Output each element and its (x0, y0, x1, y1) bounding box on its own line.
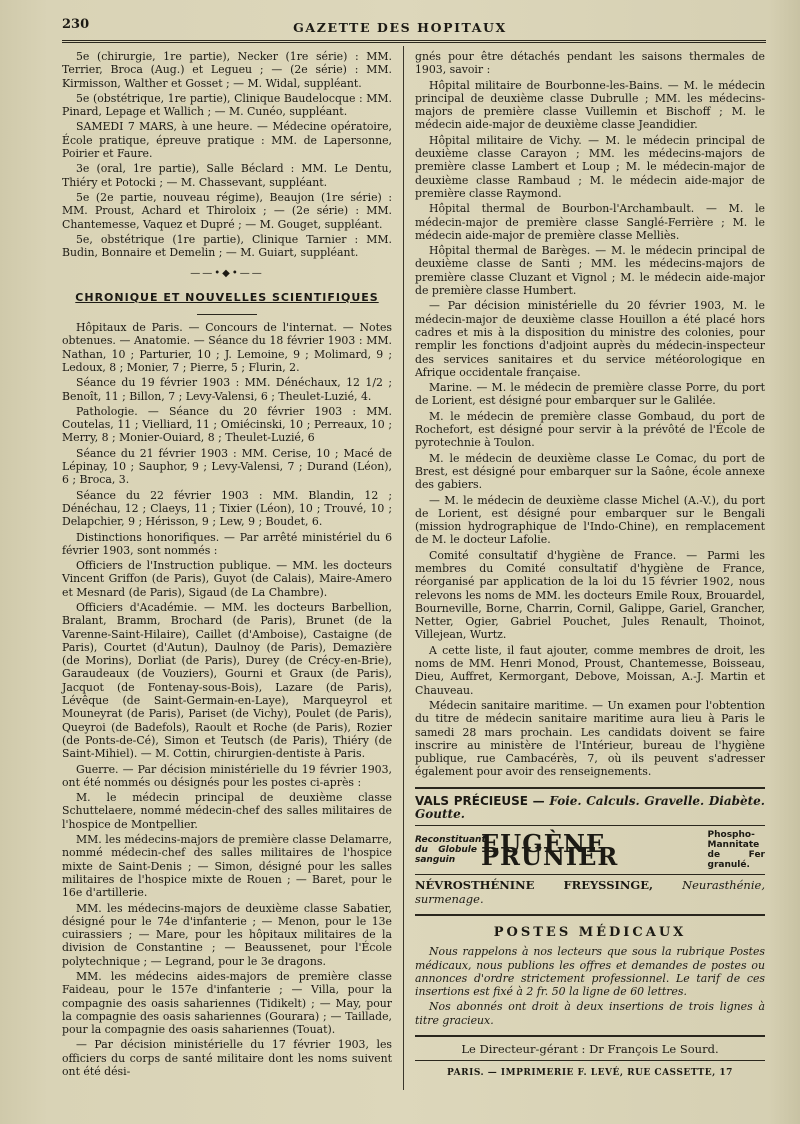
sanitaire-paragraph: Médecin sanitaire maritime. — Un examen pour l'obtention du titre de médecin sanitaire maritime aura lieu à Paris le samedi 28 mars prochain. Les candidats doivent se faire inscrire au ministère de l'Intérieur, bureau de l'hygiène publique, rue Cambacérès, 7, où ils peuvent s'adresser également pour avoir des renseignements. (415, 698, 765, 779)
exam-entry: 3e (oral, 1re partie), Salle Béclard : MM. Le Dentu, Thiéry et Potocki ; — M. Chassevant, suppléant. (62, 162, 392, 189)
title-rule (197, 314, 257, 315)
marine-paragraph: Marine. — M. le médecin de première classe Porre, du port de Lorient, est désigné pour embarquer sur le Galilée. (415, 381, 765, 408)
ad-divider (415, 825, 765, 826)
ad-rule (415, 914, 765, 916)
hopitaux-paragraph: Pathologie. — Séance du 20 février 1903 : MM. Coutelas, 11 ; Vielliard, 11 ; Omiécinski, 10 ; Perreaux, 10 ; Merry, 8 ; Monier-Ouiard, 8 ; Theulet-Luzié, 6 (62, 404, 392, 445)
hopitaux-paragraph: Séance du 21 février 1903 : MM. Cerise, 10 ; Macé de Lépinay, 10 ; Sauphor, 9 ; Levy-Valensi, 7 ; Durand (Léon), 6 ; Broca, 3. (62, 446, 392, 487)
postes-paragraph: Nous rappelons à nos lecteurs que sous la rubrique Postes médicaux, nous publions les offres et demandes de postes ou annonces d'ordre strictement professionnel. Le tarif de ces insertions est fixé à 2 fr. 50 la ligne de 60 lettres. (415, 945, 765, 999)
thermal-paragraph: Hôpital thermal de Barèges. — M. le médecin principal de deuxième classe de Santi ; MM. les médecins-majors de première classe Cluzant et Vignol ; M. le médecin aide-major de première classe Humbert. (415, 244, 765, 298)
guerre-paragraph: Guerre. — Par décision ministérielle du 19 février 1903, ont été nommés ou désignés pour les postes ci-après : (62, 762, 392, 789)
vals-brand: VALS PRÉCIEUSE — (415, 793, 545, 808)
header-rule (62, 40, 766, 43)
prunier-left-text: Reconstituant du Globule sanguin (415, 835, 486, 866)
guerre-paragraph: M. le médecin principal de deuxième classe Schuttelaere, nommé médecin-chef des salles militaires de l'hospice de Montpellier. (62, 791, 392, 831)
thermal-paragraph: gnés pour être détachés pendant les saisons thermales de 1903, savoir : (415, 50, 765, 77)
prunier-advert (415, 830, 765, 870)
thermal-paragraph: Hôpital thermal de Bourbon-l'Archambault. — M. le médecin-major de première classe Sanglé-Ferrière ; M. le médecin aide-major de première classe Melliès. (415, 202, 765, 242)
hopitaux-paragraph: Hôpitaux de Paris. — Concours de l'internat. — Notes obtenues. — Anatomie. — Séance du 18 février 1903 : MM. Nathan, 10 ; Parturier, 10 ; J. Lemoine, 9 ; Molimard, 9 ; Ledoux, 8 ; Monier, 7 ; Pierre, 5 ; Flurin, 2. (62, 321, 392, 374)
left-column (62, 50, 392, 1080)
guerre-paragraph: MM. les médecins-majors de première classe Delamarre, nommé médecin-chef des salles militaires de l'hospice mixte de Saint-Denis ; — Simon, désigné pour les salles militaires de l'hospice mixte de Rouen ; — Baret, pour le 16e d'artillerie. (62, 833, 392, 900)
distinctions-paragraph: Officiers d'Académie. — MM. les docteurs Barbellion, Bralant, Bramm, Brochard (de Paris), Brunet (de la Varenne-Saint-Hilaire), Caillet (d'Amboise), Castaigne (de Paris), Courtet (d'Autun), Daulnoy (de Paris), Demazière (de Morins), Dorliat (de Paris), Durey (de Crécy-en-Brie), Garaudeaux (de Vouziers), Gourni et Graux (de Paris), Jacquot (de Fontenay-sous-Bois), Lazare (de Paris), Lévêque (de Saint-Germain-en-Laye), Marqueyrol et Mouneyrat (de Paris), Pariset (de Vichy), Poulet (de Paris), Queyroi (de Badefols), Raoult et Roche (de Paris), Rozier (de Ponts-de-Cé), Simon et Teutsch (de Paris), Thiéry (de Saint-Mihiel). — M. Cottin, chirurgien-dentiste à Paris. (62, 600, 392, 761)
freyssinge-advert (415, 879, 765, 906)
exam-entry: 5e (2e partie, nouveau régime), Beaujon (1re série) : MM. Proust, Achard et Thiroloix ; — (2e série) : MM. Chantemesse, Vaquez et Dupré ; — M. Gouget, suppléant. (62, 190, 392, 231)
postes-paragraph: Nos abonnés ont droit à deux insertions de trois lignes à titre gracieux. (415, 1000, 765, 1027)
freyssinge-indications: Neurasthénie, surmenage. (415, 878, 765, 906)
exam-entry: 5e (obstétrique, 1re partie), Clinique Baudelocque : MM. Pinard, Lepage et Wallich ; — M. Cunéo, suppléant. (62, 91, 392, 119)
postes-title: POSTES MÉDICAUX (493, 924, 687, 940)
hopitaux-paragraph: Séance du 22 février 1903 : MM. Blandin, 12 ; Dénéchau, 12 ; Claeys, 11 ; Tixier (Léon), 10 ; Trouvé, 10 ; Delapchier, 9 ; Hérisson, 9 ; Lew, 9 ; Boudet, 6. (62, 488, 392, 529)
footer-divider (415, 1060, 765, 1061)
guerre-paragraph: MM. les médecins-majors de deuxième classe Sabatier, désigné pour le 74e d'infanterie ; — Menon, pour le 13e cuirassiers ; — Mare, pour les hôpitaux militaires de la division de Constantine ; — Beaussenet, pour l'École polytechnique ; — Legrand, pour le 3e dragons. (62, 901, 392, 968)
column-divider (403, 46, 404, 1090)
guerre-paragraph: — Par décision ministérielle du 17 février 1903, les officiers du corps de santé militaire dont les noms suivent ont été dési- (62, 1038, 392, 1079)
distinctions-paragraph: Officiers de l'Instruction publique. — MM. les docteurs Vincent Griffon (de Paris), Guyot (de Calais), Maire-Amero et Mesnard (de Paris), Sigaud (de La Chambre). (62, 559, 392, 599)
exam-entry: SAMEDI 7 MARS, à une heure. — Médecine opératoire, École pratique, épreuve pratique : MM. de Lapersonne, Poirier et Faure. (62, 120, 392, 161)
exam-entry: 5e (chirurgie, 1re partie), Necker (1re série) : MM. Terrier, Broca (Aug.) et Legueu ; — (2e série) : MM. Kirmisson, Walther et Gosset ; — M. Widal, suppléant. (62, 50, 392, 90)
exam-entry: 5e, obstétrique (1re partie), Clinique Tarnier : MM. Budin, Bonnaire et Demelin ; — M. Guiart, suppléant. (62, 232, 392, 260)
comite-paragraph: Comité consultatif d'hygiène de France. — Parmi les membres du Comité consultatif d'hygiène de France, réorganisé par application de la loi du 15 février 1902, nous relevons les noms de MM. les docteurs Emile Roux, Brouardel, Bourneville, Borne, Charrin, Cornil, Galippe, Gariel, Grancher, Netter, Ogier, Gabriel Pouchet, Jules Renault, Thoinot, Villejean, Wurtz. (415, 548, 765, 642)
marine-paragraph: M. le médecin de deuxième classe Le Comac, du port de Brest, est désigné pour embarquer sur la Saône, école annexe des gabiers. (415, 451, 765, 492)
prunier-name: EUGÈNE PRUNIER (481, 829, 619, 872)
page-number: 230 (62, 17, 90, 32)
prunier-right-text: Phospho-Mannitate de Fer granulé. (707, 830, 765, 871)
ad-divider (415, 874, 765, 875)
postes-notice (415, 945, 765, 1027)
thermal-paragraph: Hôpital militaire de Vichy. — M. le médecin principal de deuxième classe Carayon ; MM. les médecins-majors de première classe Lambert et Loup ; M. le médecin-major de deuxième classe Rambaud ; M. le médecin aide-major de première classe Raymond. (415, 133, 765, 200)
running-title: GAZETTE DES HOPITAUX (293, 20, 507, 35)
printer-line: PARIS. — IMPRIMERIE F. LEVÉ, RUE CASSETTE, 17 (447, 1068, 733, 1079)
director-line: Le Directeur-gérant : Dr François Le Sourd. (461, 1042, 719, 1056)
vals-indications: Foie. Calculs. Gravelle. Diabète. Goutte. (415, 793, 765, 822)
ad-rule (415, 787, 765, 789)
distinctions-paragraph: Distinctions honorifiques. — Par arrêté ministériel du 6 février 1903, sont nommés : (62, 530, 392, 557)
marine-paragraph: — M. le médecin de deuxième classe Michel (A.-V.), du port de Lorient, est désigné pour embarquer sur le Bengali (mission hydrographique de l'Indo-Chine), en remplacement de M. le docteur Lafolie. (415, 493, 765, 547)
section-title: CHRONIQUE ET NOUVELLES SCIENTIFIQUES (75, 290, 379, 304)
right-column (415, 50, 765, 1081)
vals-advert (415, 795, 765, 822)
comite-paragraph: A cette liste, il faut ajouter, comme membres de droit, les noms de MM. Henri Monod, Proust, Chantemesse, Boisseau, Dieu, Auffret, Kermorgant, Debove, Moissan, A.-J. Martin et Chauveau. (415, 643, 765, 697)
marine-paragraph: M. le médecin de première classe Gombaud, du port de Rochefort, est désigné pour servir à la prévôté de l'École de pyrotechnie à Toulon. (415, 409, 765, 450)
freyssinge-brand: NÉVROSTHÉNINE FREYSSINGE, (415, 878, 654, 893)
section-ornament: ——•◆•—— (190, 268, 264, 280)
footer-rule (415, 1035, 765, 1037)
guerre-paragraph: MM. les médecins aides-majors de première classe Faideau, pour le 157e d'infanterie ; — Villa, pour la compagnie des oasis sahariennes (Tidikelt) ; — May, pour la compagnie des oasis sahariennes (Gourara) ; — Taillade, pour la compagnie des oasis sahariennes (Touat). (62, 970, 392, 1037)
thermal-paragraph: Hôpital militaire de Bourbonne-les-Bains. — M. le médecin principal de deuxième classe Dubrulle ; MM. les médecins-majors de première classe Vuillemin et Bischoff ; M. le médecin aide-major de deuxième classe Jeandidier. (415, 78, 765, 132)
hopitaux-paragraph: Séance du 19 février 1903 : MM. Dénéchaux, 12 1/2 ; Benoît, 11 ; Billon, 7 ; Levy-Valensi, 6 ; Theulet-Luzié, 4. (62, 376, 392, 403)
decision-paragraph: — Par décision ministérielle du 20 février 1903, M. le médecin-major de deuxième classe Houillon a été placé hors cadres et mis à la disposition du ministre des colonies, pour remplir les fonctions d'adjoint auprès du médecin-inspecteur des services sanitaires et du service météorologique en Afrique occidentale française. (415, 299, 765, 379)
